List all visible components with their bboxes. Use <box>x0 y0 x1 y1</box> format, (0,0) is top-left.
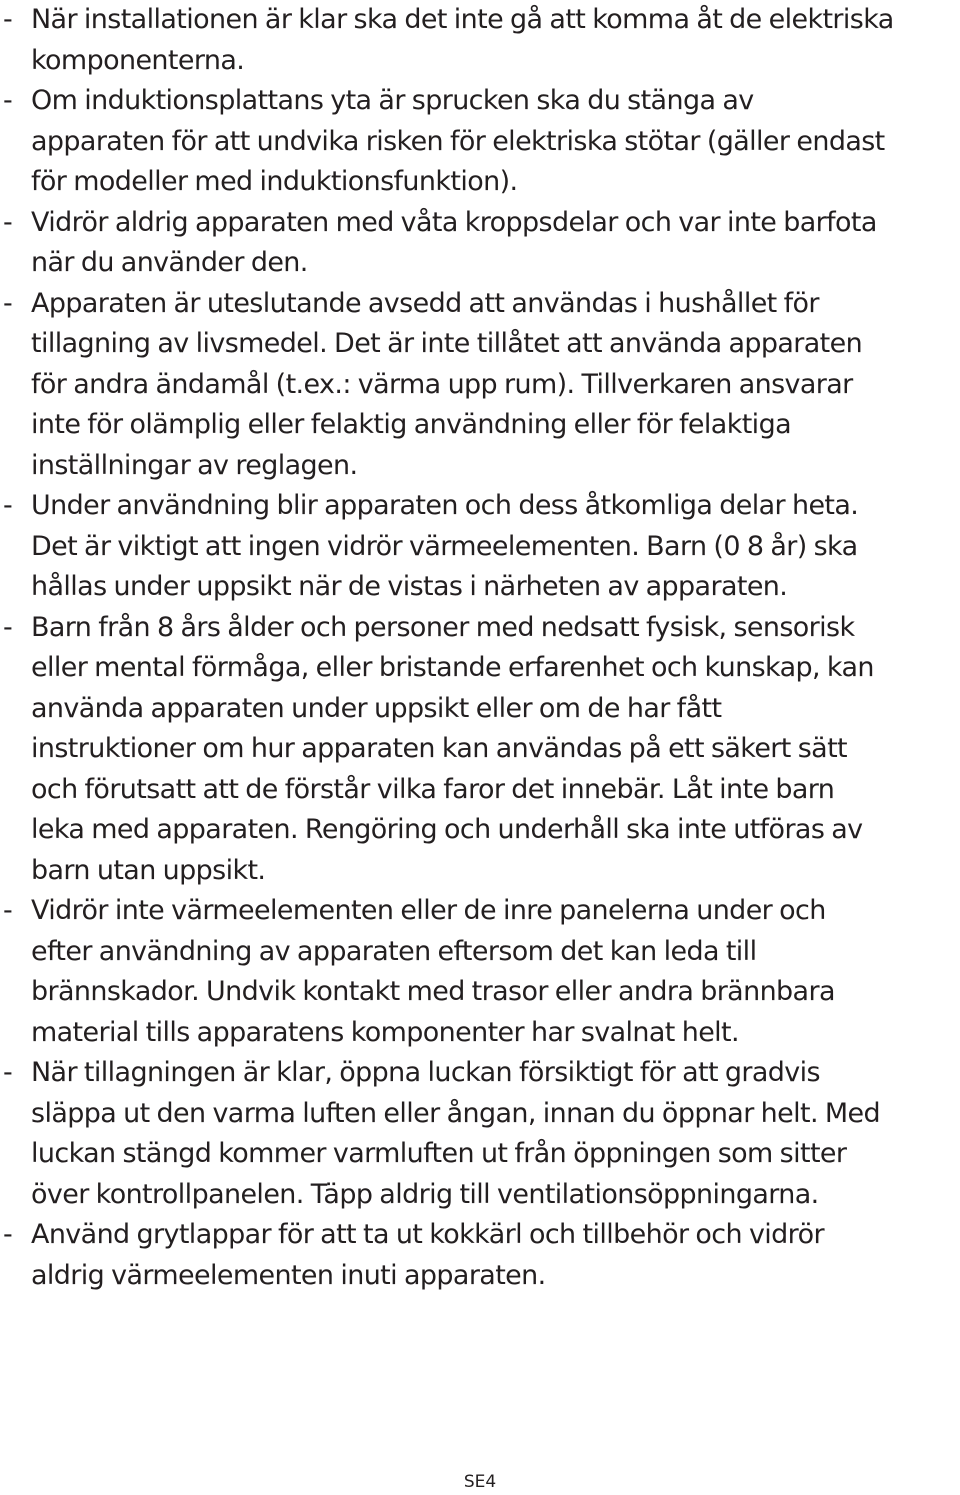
list-item <box>0 608 960 892</box>
text-line: tillagning av livsmedel. Det är inte tillåtet att använda apparaten <box>31 328 863 359</box>
text-line: Om induktionsplattans yta är sprucken ska du stänga av <box>31 85 754 116</box>
text-line: leka med apparaten. Rengöring och underhåll ska inte utföras av <box>31 814 863 845</box>
text-line: hållas under uppsikt när de vistas i närheten av apparaten. <box>31 571 788 602</box>
text-line: Apparaten är uteslutande avsedd att användas i hushållet för <box>31 287 819 319</box>
bullet-dash: - <box>3 4 13 35</box>
text-line: och förutsatt att de förstår vilka faror det innebär. Låt inte barn <box>31 773 835 805</box>
list-item <box>0 284 960 487</box>
text-line: inställningar av reglagen. <box>31 449 358 481</box>
text-line: eller mental förmåga, eller bristande erfarenhet och kunskap, kan <box>31 652 874 683</box>
text-line: inte för olämplig eller felaktig användning eller för felaktiga <box>31 409 791 440</box>
text-line: för andra ändamål (t.ex.: värma upp rum). Tillverkaren ansvarar <box>31 368 853 400</box>
text-line: brännskador. Undvik kontakt med trasor eller andra brännbara <box>31 976 835 1007</box>
bullet-dash: - <box>3 895 13 926</box>
text-line: barn utan uppsikt. <box>31 854 266 886</box>
bullet-dash: - <box>3 611 13 643</box>
text-line: När tillagningen är klar, öppna luckan försiktigt för att gradvis <box>31 1057 820 1088</box>
text-line: instruktioner om hur apparaten kan användas på ett säkert sätt <box>31 733 848 764</box>
list-item <box>0 486 960 608</box>
bullet-dash: - <box>3 85 13 116</box>
bullet-dash: - <box>3 1057 13 1088</box>
text-line: släppa ut den varma luften eller ångan, innan du öppnar helt. Med <box>31 1097 881 1129</box>
text-line: använda apparaten under uppsikt eller om de har fått <box>31 692 722 724</box>
text-line: Barn från 8 års ålder och personer med nedsatt fysisk, sensorisk <box>31 611 855 643</box>
text-line: för modeller med induktionsfunktion). <box>31 166 518 197</box>
text-line: När installationen är klar ska det inte gå att komma åt de elektriska <box>31 4 894 35</box>
text-line: luckan stängd kommer varmluften ut från öppningen som sitter <box>31 1138 847 1169</box>
list-item <box>0 203 960 284</box>
text-line: Det är viktigt att ingen vidrör värmeelementen. Barn (0 8 år) ska <box>31 530 858 562</box>
list-item <box>0 0 960 81</box>
text-line: efter användning av apparaten eftersom det kan leda till <box>31 935 757 967</box>
text-line: Vidrör inte värmeelementen eller de inre panelerna under och <box>31 895 826 926</box>
list-item <box>0 1215 960 1296</box>
text-line: material tills apparatens komponenter har svalnat helt. <box>31 1016 739 1048</box>
bullet-dash: - <box>3 490 13 521</box>
list-item <box>0 1053 960 1215</box>
text-line: Vidrör aldrig apparaten med våta kroppsdelar och var inte barfota <box>31 206 877 238</box>
text-line: apparaten för att undvika risken för elektriska stötar (gäller endast <box>31 125 885 157</box>
text-line: över kontrollpanelen. Täpp aldrig till ventilationsöppningarna. <box>31 1178 819 1210</box>
text-line: när du använder den. <box>31 247 308 278</box>
bullet-dash: - <box>3 287 13 319</box>
text-line: komponenterna. <box>31 44 245 76</box>
list-item <box>0 891 960 1053</box>
bullet-dash: - <box>3 206 13 238</box>
bullet-dash: - <box>3 1219 13 1250</box>
list-item <box>0 81 960 203</box>
page-number: SE4 <box>463 1472 497 1492</box>
text-line: Under användning blir apparaten och dess åtkomliga delar heta. <box>31 490 859 521</box>
text-line: aldrig värmeelementen inuti apparaten. <box>31 1259 546 1291</box>
text-line: Använd grytlappar för att ta ut kokkärl och tillbehör och vidrör <box>31 1219 824 1250</box>
